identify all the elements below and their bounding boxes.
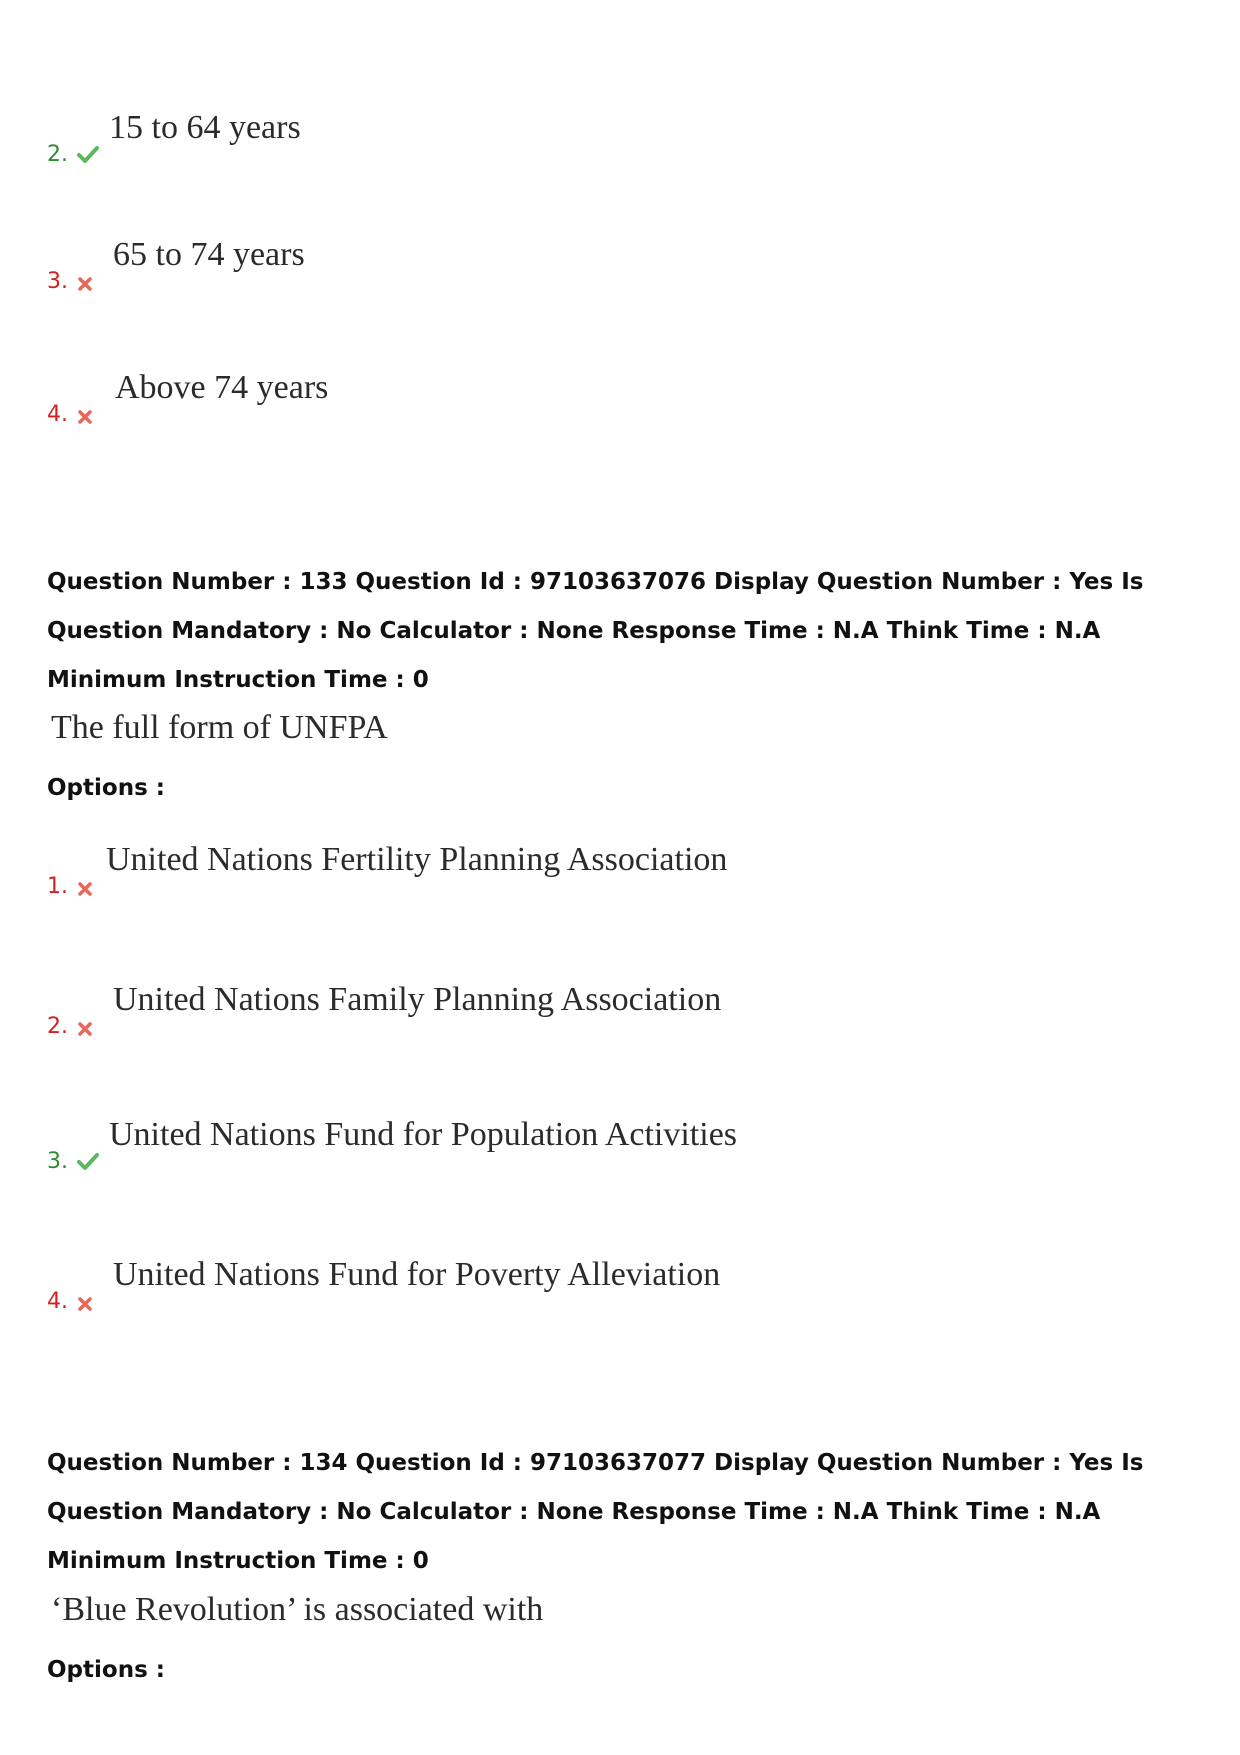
check-icon — [77, 146, 99, 164]
option-number: 2. — [47, 142, 68, 167]
question-134-metadata: Question Number : 134 Question Id : 97103637077 Display Question Number : Yes Is Question Mandatory : No Calculator : None Response Time : N.A Think Time : N.A Minimum Instruction Time : 0 — [47, 1450, 1144, 1574]
option-number: 4. — [47, 1289, 68, 1314]
cross-icon — [78, 882, 92, 896]
question-133-options-label: Options : — [47, 775, 165, 801]
cross-icon — [78, 1297, 92, 1311]
option-number: 4. — [47, 402, 68, 427]
question-134-options-label: Options : — [47, 1657, 165, 1683]
option-text: United Nations Fund for Poverty Alleviation — [113, 1256, 721, 1293]
option-number: 1. — [47, 874, 68, 899]
check-icon — [77, 1153, 99, 1171]
question-133-metadata: Question Number : 133 Question Id : 97103637076 Display Question Number : Yes Is Question Mandatory : No Calculator : None Response Time : N.A Think Time : N.A Minimum Instruction Time : 0 — [47, 569, 1144, 693]
option-text: Above 74 years — [115, 369, 329, 406]
cross-icon — [78, 277, 92, 291]
option-text: United Nations Fund for Population Activities — [109, 1116, 738, 1153]
option-number: 3. — [47, 269, 68, 294]
option-text: 15 to 64 years — [109, 109, 301, 146]
option-text: 65 to 74 years — [113, 236, 305, 273]
option-text: United Nations Family Planning Association — [113, 981, 722, 1018]
option-text: United Nations Fertility Planning Association — [106, 841, 728, 878]
option-number: 3. — [47, 1149, 68, 1174]
cross-icon — [78, 410, 92, 424]
question-134-text: ‘Blue Revolution’ is associated with — [51, 1591, 544, 1628]
cross-icon — [78, 1022, 92, 1036]
option-number: 2. — [47, 1014, 68, 1039]
question-133-text: The full form of UNFPA — [51, 709, 388, 746]
